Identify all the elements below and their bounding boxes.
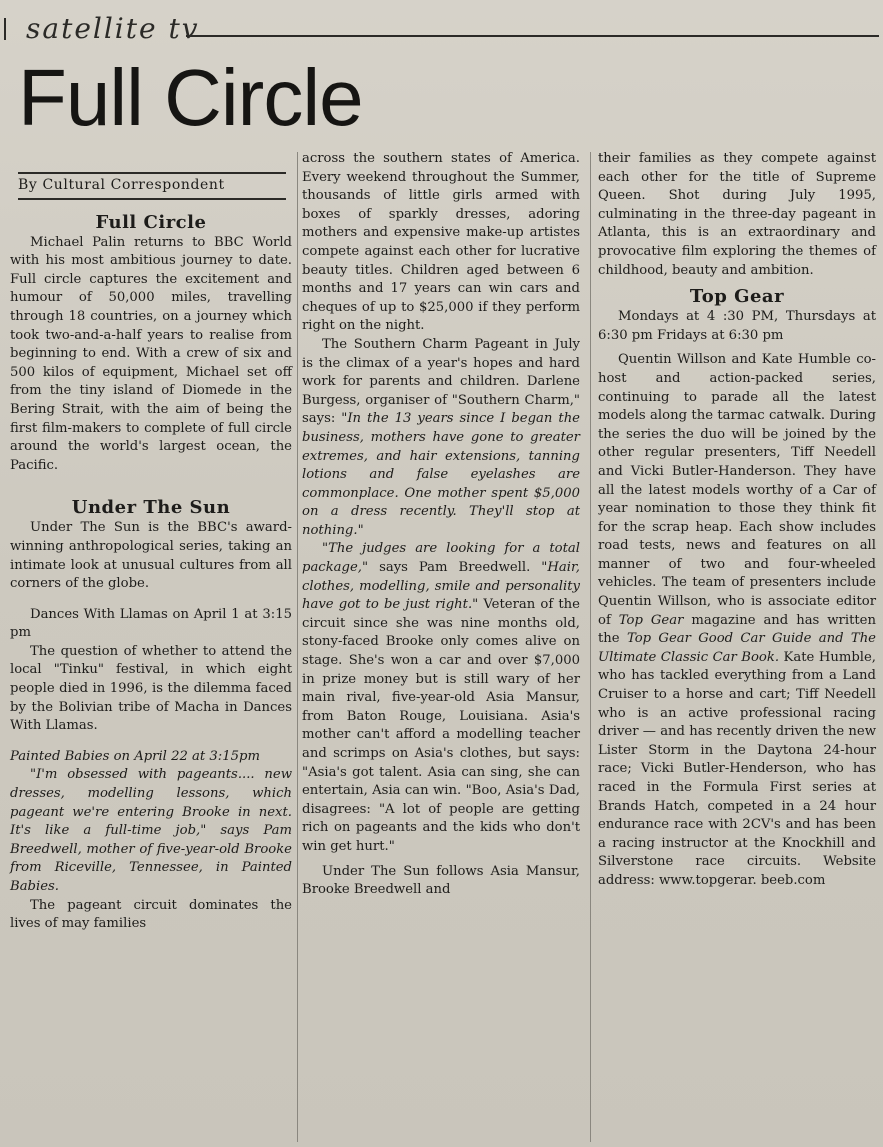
judges-paragraph (302, 540, 580, 856)
pageant-paragraph (302, 336, 580, 541)
follows-body-start: Under The Sun follows Asia Mansur, Brooke Breedwell and (302, 863, 580, 898)
veteran-body: Veteran of the circuit since she was nine months old, stony-faced Brooke only comes alive on stage. She's won a car and over $7,000 in prize money but is still wary of her main rival, five-year-old Asia Mansur, from Baton Rouge, Louisiana. Asia's mother can't afford a modelling teacher and scrimps on Asia's clothes, but says: "Asia's got talent. Asia can sing, she can entertain, Asia can win. "Boo, Asia's Dad, disagrees: "A lot of people are getting rich on pageants and the kids who don't win get hurt." (302, 597, 580, 854)
top-gear-body-post: Kate Humble, who has tackled everything from a Land Cruiser to a horse and cart; Tiff Needell who is an active professional racing driver — and has recently driven the new Lister Storm in the Daytona 24-hour race; Vicki Butler-Henderson, who has raced in the Formula First series at Brands Hatch, competed in a 24 hour endurance race with 2CV's and has been a racing instructor at the Knockhill and Silverstone race circuits. Website address: www.topgerar. beeb.com (598, 649, 876, 888)
section-marker (4, 18, 14, 40)
column-1 (10, 150, 292, 934)
llamas-body: The question of whether to attend the local "Tinku" festival, in which eight people died in 1996, is the dilemma faced by the Bolivian tribe of Macha in Dances With Llamas. (10, 643, 292, 734)
judges-quote: "The judges are looking for a total package," (302, 541, 580, 576)
under-the-sun-intro: Under The Sun is the BBC's award-winning anthropological series, taking an intimate look at unusual cultures from all corners of the globe. (10, 520, 292, 592)
circuit-body-cont: across the southern states of America. Every weekend throughout the Summer, thousands of little girls armed with boxes of sparkly dresses, adoring mothers and expensive make-up artistes compete against each other for lucrative beauty titles. Children aged between 6 months and 17 years can win cars and cheques of up to $25,000 if they perform right on the night. (302, 151, 580, 334)
top-gear-body-pre: Quentin Willson and Kate Humble co-host and action-packed series, continuing to parade all the latest models along the tarmac catwalk. During the series the duo will be joined by the other regular presenters, Tiff Needell and Vicki Butler-Handerson. They have all the latest models worthy of a Car of year nomination to those they think fit for the scrap heap. Each show includes road tests, news and features on all manner of two and four-wheeled vehicles. The team of presenters include Quentin Willson, who is associate editor of (598, 352, 876, 628)
pageant-quote: "In the 13 years since I began the business, mothers have gone to greater extremes, and hair extensions, tanning lotions and false eyelashes are commonplace. One mother spent $5,000 on a dress recently. They'll stop at nothing." (302, 411, 580, 538)
top-gear-magazine-title: Top Gear (618, 612, 684, 628)
byline: By Cultural Correspondent (18, 172, 286, 200)
headline: Full Circle (18, 53, 363, 142)
top-gear-body-mid: magazine and has written the (598, 612, 876, 647)
section-header (24, 12, 879, 48)
follows-body-cont: their families as they compete against each other for the title of Supreme Queen. Shot during July 1995, culminating in the three-day pageant in Atlanta, this is an extraordinary and provocative film exploring the themes of childhood, beauty and ambition. (598, 151, 876, 278)
top-gear-body (598, 351, 876, 890)
column-divider (590, 152, 591, 1142)
babies-quote: "I'm obsessed with pageants.... new dresses, modelling lessons, which pageant we're entering Brooke in next. It's like a full-time job," says Pam Breedwell, mother of five-year-old Brooke from Riceville, Tennessee, in Painted Babies. (10, 767, 292, 894)
column-divider (297, 152, 298, 1142)
subheading-under-the-sun: Under The Sun (71, 497, 231, 519)
llamas-schedule: Dances With Llamas on April 1 at 3:15 pm (10, 606, 292, 641)
column-2 (302, 150, 580, 900)
hair-quote: "Hair, clothes, modelling, smile and personality have got to be just right." (302, 560, 580, 613)
section-rule (186, 35, 879, 37)
top-gear-book-titles: Top Gear Good Car Guide and The Ultimate Classic Car Book. (598, 631, 876, 665)
subheading-full-circle: Full Circle (95, 211, 207, 233)
babies-schedule: Painted Babies on April 22 at 3:15pm (10, 748, 260, 764)
subheading-top-gear: Top Gear (689, 286, 785, 308)
section-label: satellite tv (26, 12, 200, 45)
full-circle-body: Michael Palin returns to BBC World with his most ambitious journey to date. Full circle captures the excitement and humour of 50,000 miles, travelling through 18 countries, on a journey which took two-and-a-half years to realise from beginning to end. With a crew of six and 500 kilos of equipment, Michael set off from the tiny island of Diomede in the Bering Strait, with the aim of being the first film-makers to complete of full circle around the world's largest ocean, the Pacific. (10, 234, 292, 473)
judges-says: says Pam Breedwell. (379, 560, 531, 576)
top-gear-schedule: Mondays at 4 :30 PM, Thursdays at 6:30 pm Fridays at 6:30 pm (598, 309, 876, 343)
circuit-body-start: The pageant circuit dominates the lives of may families (10, 897, 292, 932)
pageant-intro: The Southern Charm Pageant in July is the climax of a year's hopes and hard work for parents and children. Darlene Burgess, organiser of "Southern Charm," says: (302, 336, 580, 427)
column-3 (598, 150, 876, 891)
